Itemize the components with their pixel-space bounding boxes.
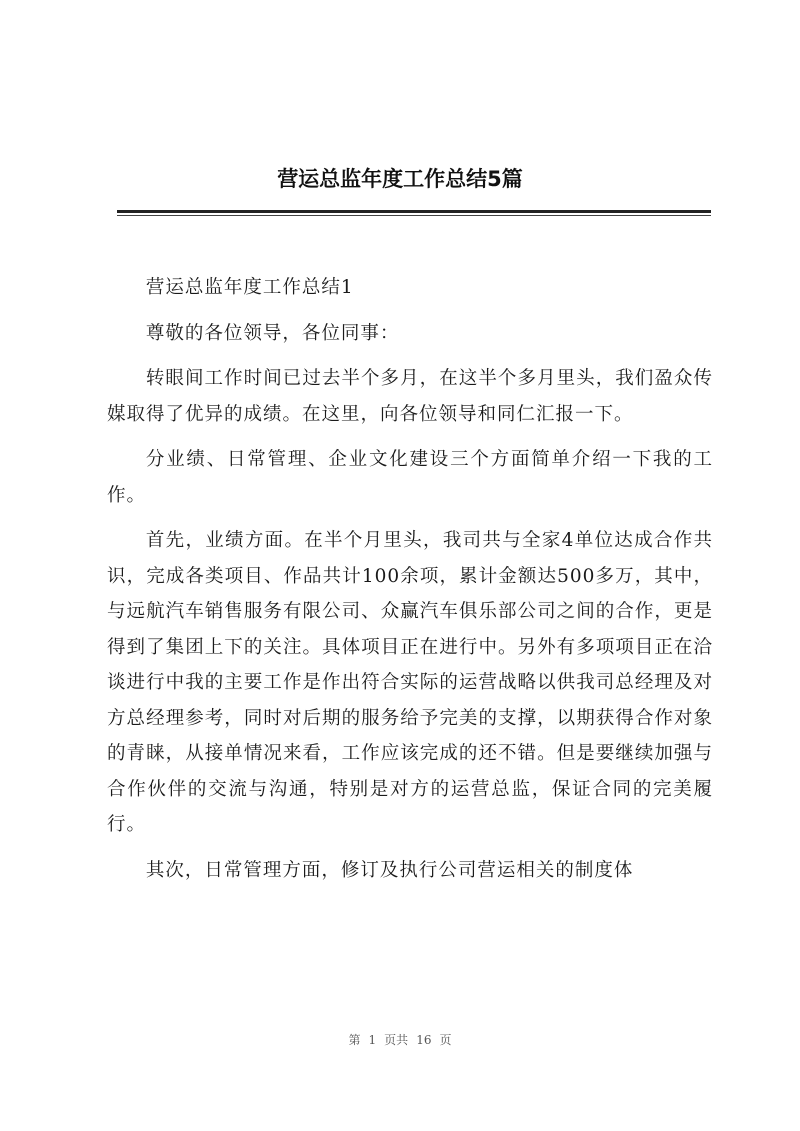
footer-total-pages: 16 xyxy=(416,1033,432,1047)
section-heading: 营运总监年度工作总结1 xyxy=(145,277,354,298)
title-divider-thin xyxy=(117,215,711,216)
paragraph: 首先，业绩方面。在半个月里头，我司共与全家4单位达成合作共识，完成各类项目、作品共计100余项，累计金额达500多万，其中，与远航汽车销售服务有限公司、众赢汽车俱乐部公司之间的合作，更是得到了集团上下的关注。具体项目正在进行中。另外有多项项目正在洽谈进行中我的主要工作是作出符合实际的运营战略以供我司总经理及对方总经理参考，同时对后期的服务给予完美的支撑，以期获得合作对象的青睐，从接单情况来看，工作应该完成的还不错。但是要继续加强与合作伙伴的交流与沟通，特别是对方的运营总监，保证合同的完美履行。 xyxy=(107,530,713,835)
document-title: 营运总监年度工作总结5篇 xyxy=(277,167,523,191)
document-body xyxy=(107,270,713,898)
footer-middle: 页共 xyxy=(384,1033,409,1047)
footer-page-number: 1 xyxy=(368,1033,377,1047)
paragraph: 分业绩、日常管理、企业文化建设三个方面简单介绍一下我的工作。 xyxy=(107,449,713,506)
paragraph: 转眼间工作时间已过去半个多月，在这半个多月里头，我们盈众传媒取得了优异的成绩。在这里，向各位领导和同仁汇报一下。 xyxy=(107,368,713,425)
footer-prefix: 第 xyxy=(348,1033,361,1047)
title-divider-thick xyxy=(117,210,711,213)
salutation: 尊敬的各位领导，各位同事： xyxy=(145,322,400,344)
page-footer xyxy=(0,1031,800,1049)
paragraph: 其次，日常管理方面，修订及执行公司营运相关的制度体 xyxy=(145,859,634,881)
footer-suffix: 页 xyxy=(439,1033,452,1047)
